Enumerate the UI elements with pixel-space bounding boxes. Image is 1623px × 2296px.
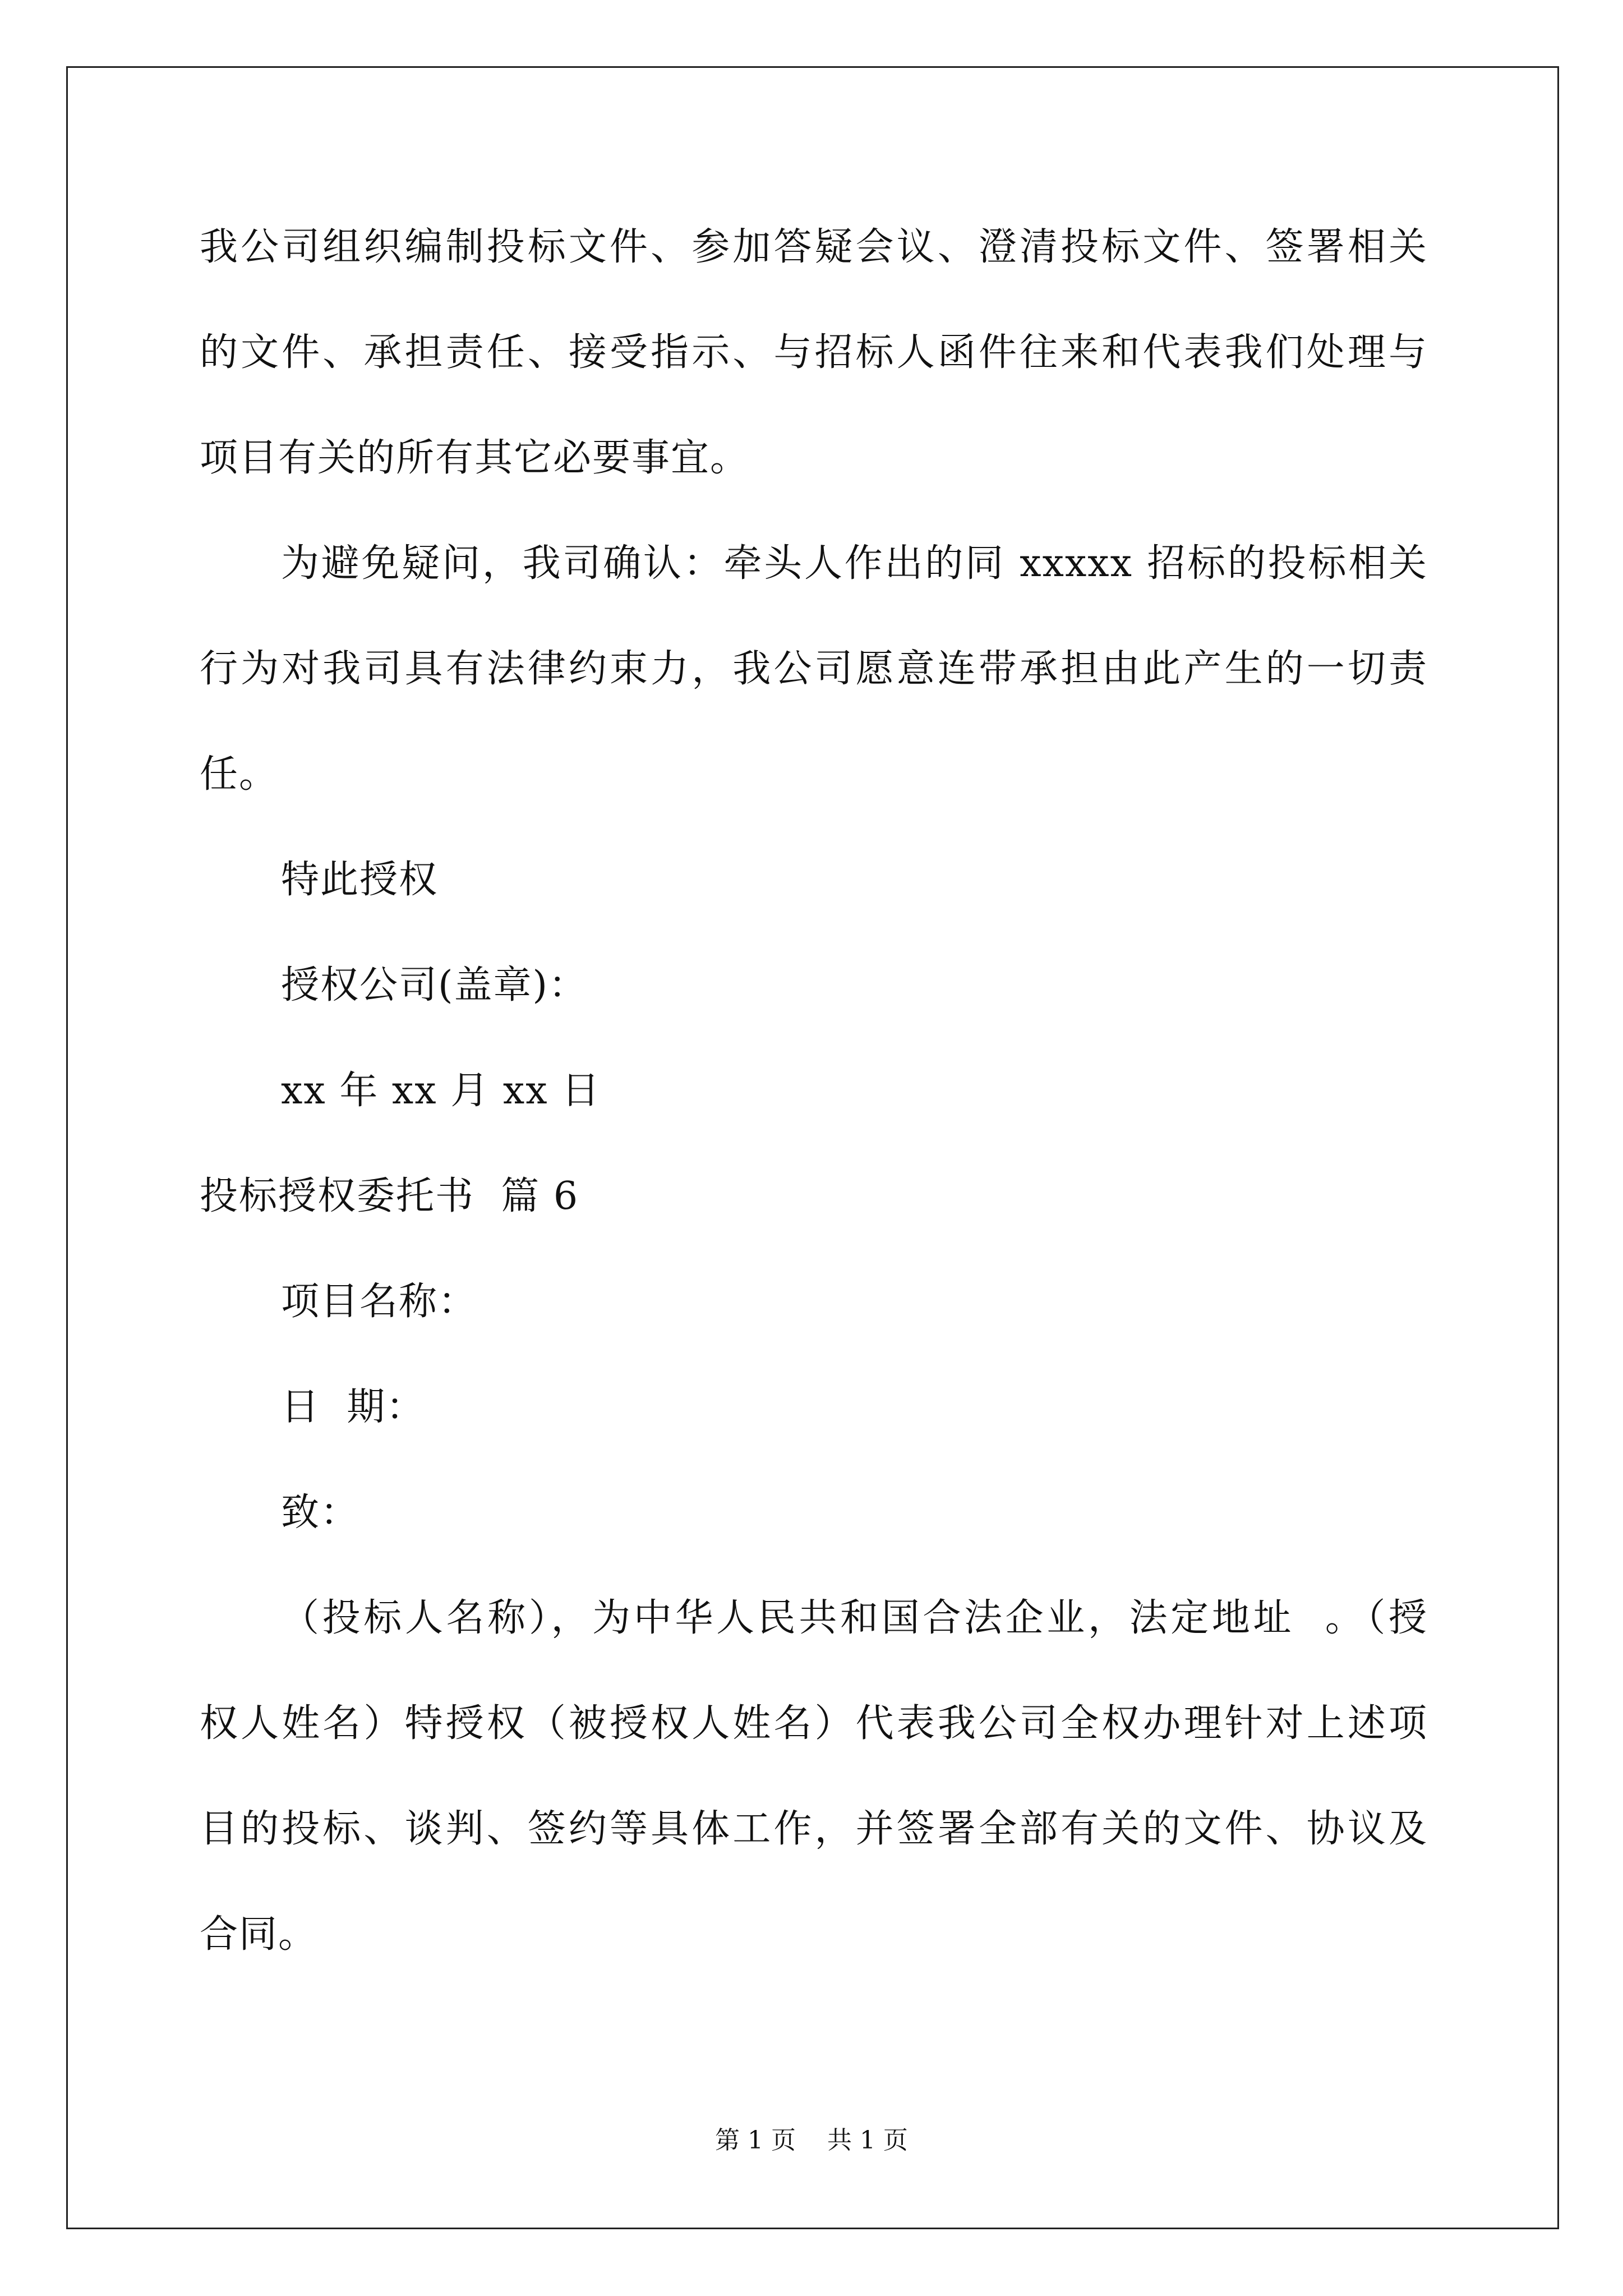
para3-line-4: 合同。 (200, 1912, 318, 1957)
company-seal-line: 授权公司(盖章)： (281, 963, 588, 1007)
project-name-label: 项目名称： (281, 1280, 478, 1324)
date-line: xx 年 xx 月 xx 日 (281, 1069, 601, 1113)
para3-line-1: （投标人名称），为中华人民共和国合法企业，法定地址 。（授 (281, 1596, 1428, 1640)
para2-line-1: 为避免疑问，我司确认：牵头人作出的同 xxxxx 招标的投标相关 (281, 541, 1428, 586)
para1-line-1: 我公司组织编制投标文件、参加答疑会议、澄清投标文件、签署相关 (200, 225, 1428, 269)
para2-line-2: 行为对我司具有法律约束力，我公司愿意连带承担由此产生的一切责 (200, 647, 1428, 691)
page-border (66, 66, 1559, 2229)
para3-line-3: 目的投标、谈判、签约等具体工作，并签署全部有关的文件、协议及 (200, 1807, 1428, 1851)
date-label: 日 期： (281, 1385, 426, 1429)
special-authorization: 特此授权 (281, 858, 439, 902)
para1-line-2: 的文件、承担责任、接受指示、与招标人函件往来和代表我们处理与 (200, 330, 1428, 375)
to-label: 致： (281, 1490, 360, 1535)
para2-line-3: 任。 (200, 752, 279, 797)
page-footer: 第 1 页 共 1 页 (715, 2126, 908, 2155)
para3-line-2: 权人姓名）特授权（被授权人姓名）代表我公司全权办理针对上述项 (200, 1701, 1428, 1746)
para1-line-3: 项目有关的所有其它必要事宜。 (200, 436, 750, 480)
section-title: 投标授权委托书 篇 6 (200, 1174, 579, 1218)
